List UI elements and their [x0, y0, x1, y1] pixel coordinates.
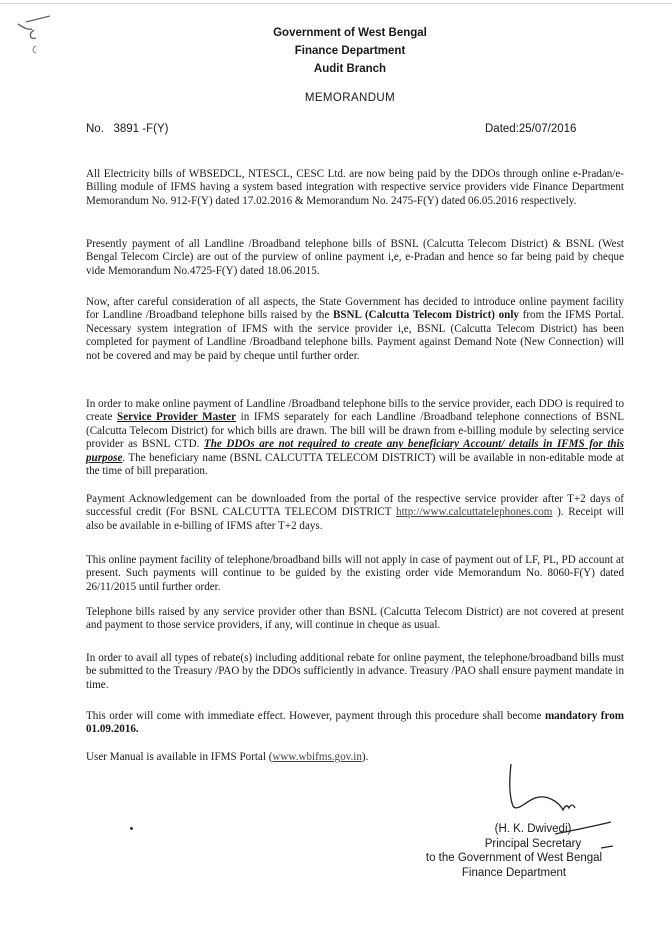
- p3-text-a: Now, after careful consideration of all aspects, the State Government has decided to introduce online payment facility for Landline /Broadband telephone bills raised by the: [86, 296, 624, 322]
- signatory-name: (H. K. Dwivedi): [494, 823, 572, 835]
- p9-text-a: This order will come with immediate effect. However, payment through this procedure shall become: [86, 710, 545, 722]
- signatory-government: to the Government of West Bengal: [425, 852, 603, 864]
- memo-number: No. 3891 -F(Y): [86, 123, 169, 135]
- paragraph-7: Telephone bills raised by any service provider other than BSNL (Calcutta Telecom District) are not covered at present and payment to those service providers, if any, will continue in cheque as usual.: [86, 606, 624, 632]
- p10-text-b: ).: [361, 751, 369, 763]
- p4-text-e: . The beneficiary name (BSNL CALCUTTA TELECOM DISTRICT) will be available in non-editable mode at the time of bill preparation.: [86, 451, 624, 478]
- p9-mandatory-date: mandatory from 01.09.2016.: [86, 710, 625, 736]
- p4-no-beneficiary-note: The DDOs are not required to create any beneficiary Account/ details in IFMS for this purpose: [86, 438, 624, 464]
- p5-text-b: ). Receipt will also be available in e-billing of IFMS after T+2 days.: [86, 506, 624, 532]
- signatory-block: [394, 822, 634, 880]
- paragraph-1: All Electricity bills of WBSEDCL, NTESCL, CESC Ltd. are now being paid by the DDOs through online e-Pradan/e-Billing module of IFMS having a system based integration with respective service providers vide Finance Department Memorandum No. 912-F(Y) dated 17.02.2016 & Memorandum No. 2475-F(Y) dated 06.05.2016 respectively.: [86, 168, 624, 207]
- document-header: [200, 24, 500, 78]
- p3-bold-bsnl: BSNL (Calcutta Telecom District) only: [332, 309, 519, 322]
- paragraph-6: This online payment facility of telephone/broadband bills will not apply in case of payment out of LF, PL, PD account at present. Such payments will continue to be guided by the existing order vide Memorandum No. 8060-F(Y) dated 26/11/2015 until further order.: [86, 554, 624, 593]
- header-government: Government of West Bengal: [273, 27, 427, 39]
- header-branch: Audit Branch: [313, 63, 387, 75]
- paragraph-5: [86, 493, 624, 533]
- top-border-line: [0, 3, 672, 4]
- p4-service-provider-master: Service Provider Master: [117, 411, 237, 424]
- paragraph-9: [86, 710, 624, 737]
- p10-text-a: User Manual is available in IFMS Portal (: [86, 751, 273, 763]
- p3-text-c: from the IFMS Portal. Necessary system integration of IFMS with the service provider i,e, BSNL (Calcutta Telecom District) has been completed for payment of Landline /Broadband telephone bills. Payment against Demand Note (New Connection) will not be covered and may be paid by cheque until further order.: [86, 309, 624, 362]
- memo-date: Dated:25/07/2016: [485, 123, 577, 135]
- signatory-department: Finance Department: [461, 866, 567, 879]
- p4-text-c: in IFMS separately for each Landline /Broadband telephone connections of BSNL (Calcutta Telecom District) for which bills are drawn. The bill will be drawn from e-billing module by selecting service provider as BSNL CTD.: [86, 411, 624, 451]
- header-department: Finance Department: [294, 45, 406, 57]
- paragraph-8: In order to avail all types of rebate(s) including additional rebate for online payment, the telephone/broadband bills must be submitted to the Treasury /PAO by the DDOs sufficiently in advance. Treasury /PAO shall ensure payment mandate in time.: [86, 652, 624, 691]
- p5-text-a: Payment Acknowledgement can be downloaded from the portal of the respective service provider after T+2 days of successful credit (For BSNL CALCUTTA TELECOM DISTRICT: [86, 493, 624, 519]
- p4-text-a: In order to make online payment of Landline /Broadband telephone bills to the service provider, each DDO is required to create: [86, 398, 624, 424]
- paragraph-4: [86, 398, 624, 478]
- paragraph-2: Presently payment of all Landline /Broadband telephone bills of BSNL (Calcutta Telecom District) & BSNL (West Bengal Telecom Circle) are out of the purview of online payment i,e, e-Pradan and hence so far being paid by cheque vide Memorandum No.4725-F(Y) dated 18.06.2015.: [86, 238, 624, 277]
- signatory-designation: Principal Secretary: [484, 837, 582, 850]
- handwritten-tick-mark-icon: [14, 12, 54, 56]
- stray-dot: [130, 827, 133, 830]
- memorandum-title: MEMORANDUM: [304, 92, 396, 104]
- paragraph-3: [86, 296, 624, 363]
- ifms-portal-link[interactable]: www.wbifms.gov.in: [272, 751, 362, 763]
- bsnl-portal-link[interactable]: http://www.calcuttatelephones.com: [396, 506, 553, 519]
